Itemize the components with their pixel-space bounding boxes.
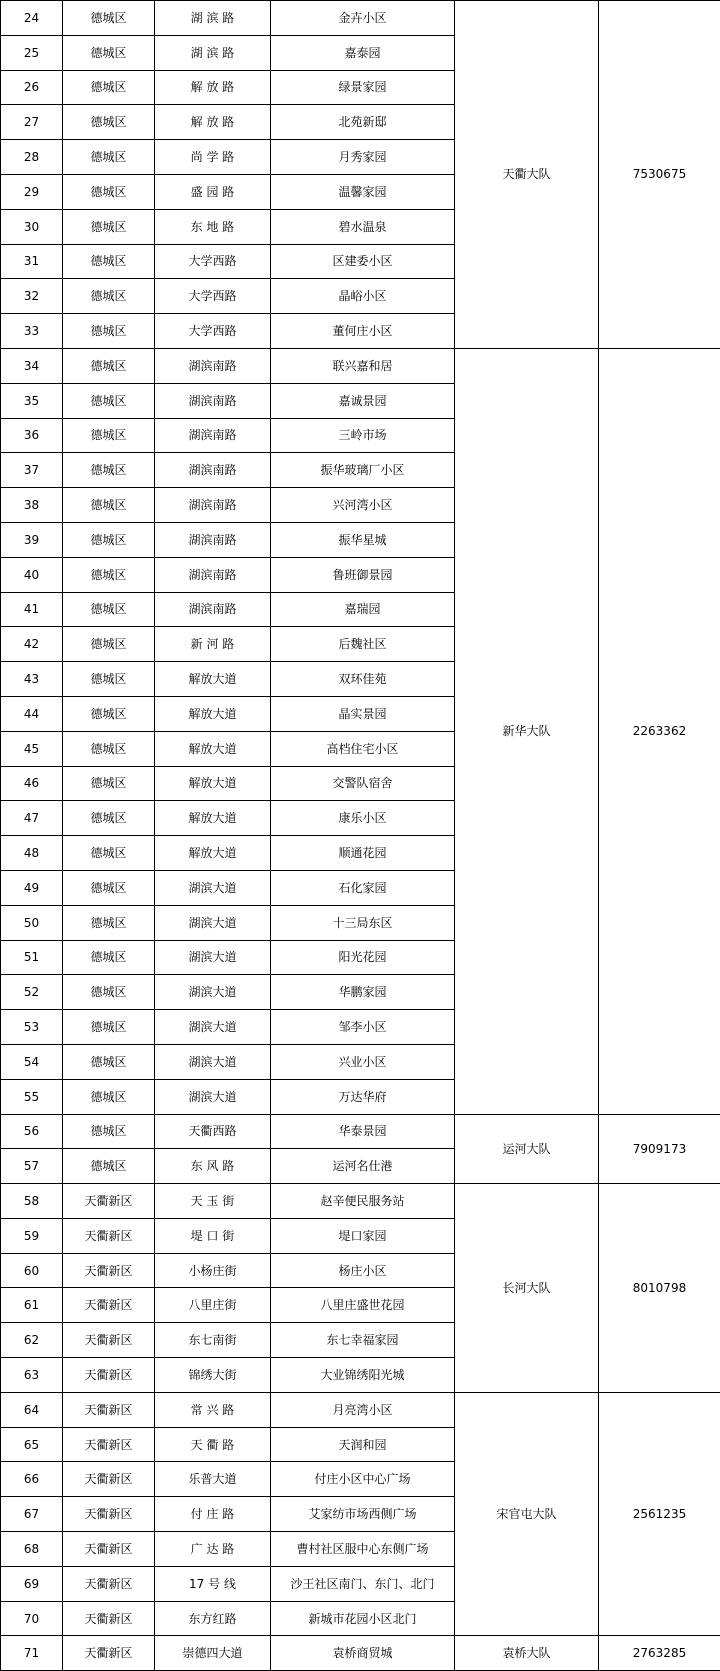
community-cell: 曹村社区服中心东侧广场 xyxy=(271,1532,455,1567)
community-cell: 华鹏家园 xyxy=(271,975,455,1010)
district-cell: 天衢新区 xyxy=(63,1497,155,1532)
district-cell: 德城区 xyxy=(63,209,155,244)
district-cell: 天衢新区 xyxy=(63,1462,155,1497)
community-cell: 兴业小区 xyxy=(271,1044,455,1079)
community-cell: 嘉诚景园 xyxy=(271,383,455,418)
community-cell: 北苑新邸 xyxy=(271,105,455,140)
district-cell: 德城区 xyxy=(63,696,155,731)
road-cell: 东七南街 xyxy=(155,1323,271,1358)
road-cell: 崇德四大道 xyxy=(155,1636,271,1671)
row-number-cell: 54 xyxy=(1,1044,63,1079)
community-cell: 后魏社区 xyxy=(271,627,455,662)
row-number-cell: 59 xyxy=(1,1218,63,1253)
road-cell: 湖滨南路 xyxy=(155,557,271,592)
phone-cell: 2561235 xyxy=(599,1392,720,1636)
road-cell: 解放大道 xyxy=(155,836,271,871)
row-number-cell: 64 xyxy=(1,1392,63,1427)
community-cell: 晶实景园 xyxy=(271,696,455,731)
district-cell: 德城区 xyxy=(63,905,155,940)
row-number-cell: 34 xyxy=(1,348,63,383)
district-cell: 德城区 xyxy=(63,279,155,314)
row-number-cell: 44 xyxy=(1,696,63,731)
road-cell: 付 庄 路 xyxy=(155,1497,271,1532)
district-cell: 德城区 xyxy=(63,35,155,70)
row-number-cell: 27 xyxy=(1,105,63,140)
road-cell: 天衢西路 xyxy=(155,1114,271,1149)
road-cell: 乐普大道 xyxy=(155,1462,271,1497)
district-cell: 德城区 xyxy=(63,1079,155,1114)
road-cell: 湖滨大道 xyxy=(155,975,271,1010)
district-cell: 德城区 xyxy=(63,453,155,488)
road-cell: 湖滨大道 xyxy=(155,1044,271,1079)
road-cell: 解放大道 xyxy=(155,766,271,801)
district-cell: 德城区 xyxy=(63,244,155,279)
row-number-cell: 33 xyxy=(1,314,63,349)
row-number-cell: 56 xyxy=(1,1114,63,1149)
road-cell: 大学西路 xyxy=(155,314,271,349)
district-cell: 天衢新区 xyxy=(63,1253,155,1288)
community-cell: 董何庄小区 xyxy=(271,314,455,349)
row-number-cell: 53 xyxy=(1,1010,63,1045)
district-cell: 天衢新区 xyxy=(63,1184,155,1219)
community-cell: 交警队宿舍 xyxy=(271,766,455,801)
community-cell: 康乐小区 xyxy=(271,801,455,836)
road-cell: 八里庄街 xyxy=(155,1288,271,1323)
district-cell: 天衢新区 xyxy=(63,1532,155,1567)
table-row xyxy=(1,1114,720,1149)
table-row xyxy=(1,348,720,383)
row-number-cell: 43 xyxy=(1,662,63,697)
community-cell: 邹李小区 xyxy=(271,1010,455,1045)
district-cell: 天衢新区 xyxy=(63,1601,155,1636)
row-number-cell: 37 xyxy=(1,453,63,488)
row-number-cell: 47 xyxy=(1,801,63,836)
road-cell: 堤 口 街 xyxy=(155,1218,271,1253)
row-number-cell: 48 xyxy=(1,836,63,871)
row-number-cell: 30 xyxy=(1,209,63,244)
community-cell: 振华玻璃厂小区 xyxy=(271,453,455,488)
community-cell: 石化家园 xyxy=(271,870,455,905)
phone-cell: 8010798 xyxy=(599,1184,720,1393)
district-cell: 德城区 xyxy=(63,1044,155,1079)
row-number-cell: 32 xyxy=(1,279,63,314)
community-cell: 付庄小区中心广场 xyxy=(271,1462,455,1497)
road-cell: 解 放 路 xyxy=(155,105,271,140)
community-cell: 鲁班御景园 xyxy=(271,557,455,592)
district-cell: 德城区 xyxy=(63,592,155,627)
community-cell: 双环佳苑 xyxy=(271,662,455,697)
district-cell: 德城区 xyxy=(63,1149,155,1184)
row-number-cell: 42 xyxy=(1,627,63,662)
row-number-cell: 66 xyxy=(1,1462,63,1497)
district-cell: 天衢新区 xyxy=(63,1323,155,1358)
district-cell: 德城区 xyxy=(63,801,155,836)
row-number-cell: 71 xyxy=(1,1636,63,1671)
phone-cell: 2763285 xyxy=(599,1636,720,1671)
community-cell: 联兴嘉和居 xyxy=(271,348,455,383)
road-cell: 解放大道 xyxy=(155,696,271,731)
row-number-cell: 39 xyxy=(1,522,63,557)
road-cell: 解放大道 xyxy=(155,731,271,766)
community-cell: 堤口家园 xyxy=(271,1218,455,1253)
row-number-cell: 62 xyxy=(1,1323,63,1358)
row-number-cell: 36 xyxy=(1,418,63,453)
road-cell: 东 地 路 xyxy=(155,209,271,244)
district-cell: 德城区 xyxy=(63,1,155,36)
district-cell: 德城区 xyxy=(63,383,155,418)
row-number-cell: 58 xyxy=(1,1184,63,1219)
community-cell: 三岭市场 xyxy=(271,418,455,453)
phone-cell: 7530675 xyxy=(599,1,720,349)
road-cell: 锦绣大街 xyxy=(155,1358,271,1393)
team-cell: 袁桥大队 xyxy=(455,1636,599,1671)
row-number-cell: 65 xyxy=(1,1427,63,1462)
road-cell: 小杨庄街 xyxy=(155,1253,271,1288)
district-cell: 德城区 xyxy=(63,1114,155,1149)
district-cell: 德城区 xyxy=(63,870,155,905)
row-number-cell: 52 xyxy=(1,975,63,1010)
community-cell: 兴河湾小区 xyxy=(271,488,455,523)
community-cell: 沙王社区南门、东门、北门 xyxy=(271,1566,455,1601)
road-cell: 湖 滨 路 xyxy=(155,1,271,36)
row-number-cell: 50 xyxy=(1,905,63,940)
community-cell: 金卉小区 xyxy=(271,1,455,36)
table-row xyxy=(1,1392,720,1427)
row-number-cell: 41 xyxy=(1,592,63,627)
row-number-cell: 51 xyxy=(1,940,63,975)
community-cell: 绿景家园 xyxy=(271,70,455,105)
community-cell: 大业锦绣阳光城 xyxy=(271,1358,455,1393)
row-number-cell: 63 xyxy=(1,1358,63,1393)
community-cell: 高档住宅小区 xyxy=(271,731,455,766)
road-cell: 东方红路 xyxy=(155,1601,271,1636)
community-cell: 袁桥商贸城 xyxy=(271,1636,455,1671)
community-cell: 万达华府 xyxy=(271,1079,455,1114)
row-number-cell: 45 xyxy=(1,731,63,766)
table-row xyxy=(1,1,720,36)
community-cell: 区建委小区 xyxy=(271,244,455,279)
road-cell: 解 放 路 xyxy=(155,70,271,105)
row-number-cell: 68 xyxy=(1,1532,63,1567)
community-cell: 杨庄小区 xyxy=(271,1253,455,1288)
district-cell: 德城区 xyxy=(63,174,155,209)
district-cell: 德城区 xyxy=(63,105,155,140)
road-cell: 解放大道 xyxy=(155,662,271,697)
row-number-cell: 69 xyxy=(1,1566,63,1601)
row-number-cell: 35 xyxy=(1,383,63,418)
road-cell: 广 达 路 xyxy=(155,1532,271,1567)
road-cell: 湖滨大道 xyxy=(155,940,271,975)
community-cell: 十三局东区 xyxy=(271,905,455,940)
road-cell: 天 玉 街 xyxy=(155,1184,271,1219)
road-cell: 大学西路 xyxy=(155,244,271,279)
community-cell: 月亮湾小区 xyxy=(271,1392,455,1427)
district-cell: 德城区 xyxy=(63,488,155,523)
row-number-cell: 55 xyxy=(1,1079,63,1114)
district-cell: 德城区 xyxy=(63,627,155,662)
row-number-cell: 40 xyxy=(1,557,63,592)
road-cell: 湖滨大道 xyxy=(155,905,271,940)
community-cell: 艾家纺市场西侧广场 xyxy=(271,1497,455,1532)
road-cell: 天 衢 路 xyxy=(155,1427,271,1462)
team-cell: 宋官屯大队 xyxy=(455,1392,599,1636)
road-cell: 湖滨南路 xyxy=(155,522,271,557)
road-cell: 湖 滨 路 xyxy=(155,35,271,70)
road-cell: 湖滨南路 xyxy=(155,348,271,383)
district-cell: 德城区 xyxy=(63,766,155,801)
table-body xyxy=(1,1,720,1671)
district-cell: 德城区 xyxy=(63,70,155,105)
community-cell: 阳光花园 xyxy=(271,940,455,975)
road-cell: 解放大道 xyxy=(155,801,271,836)
district-cell: 天衢新区 xyxy=(63,1427,155,1462)
district-cell: 德城区 xyxy=(63,662,155,697)
road-cell: 盛 园 路 xyxy=(155,174,271,209)
road-cell: 大学西路 xyxy=(155,279,271,314)
road-cell: 尚 学 路 xyxy=(155,140,271,175)
team-cell: 新华大队 xyxy=(455,348,599,1114)
team-cell: 长河大队 xyxy=(455,1184,599,1393)
district-cell: 德城区 xyxy=(63,557,155,592)
district-cell: 天衢新区 xyxy=(63,1218,155,1253)
road-cell: 湖滨南路 xyxy=(155,592,271,627)
road-cell: 湖滨大道 xyxy=(155,1010,271,1045)
district-cell: 德城区 xyxy=(63,940,155,975)
district-cell: 德城区 xyxy=(63,836,155,871)
district-cell: 德城区 xyxy=(63,1010,155,1045)
row-number-cell: 60 xyxy=(1,1253,63,1288)
district-cell: 天衢新区 xyxy=(63,1288,155,1323)
road-cell: 湖滨南路 xyxy=(155,488,271,523)
community-cell: 温馨家园 xyxy=(271,174,455,209)
community-cell: 振华星城 xyxy=(271,522,455,557)
phone-cell: 7909173 xyxy=(599,1114,720,1184)
community-cell: 嘉泰园 xyxy=(271,35,455,70)
team-cell: 运河大队 xyxy=(455,1114,599,1184)
community-cell: 八里庄盛世花园 xyxy=(271,1288,455,1323)
table-row xyxy=(1,1184,720,1219)
row-number-cell: 31 xyxy=(1,244,63,279)
community-cell: 嘉瑞园 xyxy=(271,592,455,627)
row-number-cell: 67 xyxy=(1,1497,63,1532)
row-number-cell: 29 xyxy=(1,174,63,209)
community-cell: 华泰景园 xyxy=(271,1114,455,1149)
road-cell: 常 兴 路 xyxy=(155,1392,271,1427)
community-cell: 天润和园 xyxy=(271,1427,455,1462)
road-cell: 湖滨南路 xyxy=(155,383,271,418)
table-row xyxy=(1,1636,720,1671)
row-number-cell: 24 xyxy=(1,1,63,36)
community-cell: 碧水温泉 xyxy=(271,209,455,244)
district-cell: 天衢新区 xyxy=(63,1636,155,1671)
row-number-cell: 28 xyxy=(1,140,63,175)
road-cell: 湖滨南路 xyxy=(155,453,271,488)
community-cell: 运河名仕港 xyxy=(271,1149,455,1184)
district-cell: 天衢新区 xyxy=(63,1392,155,1427)
district-cell: 德城区 xyxy=(63,522,155,557)
row-number-cell: 49 xyxy=(1,870,63,905)
road-cell: 湖滨大道 xyxy=(155,870,271,905)
row-number-cell: 38 xyxy=(1,488,63,523)
community-cell: 新城市花园小区北门 xyxy=(271,1601,455,1636)
road-cell: 新 河 路 xyxy=(155,627,271,662)
road-cell: 湖滨南路 xyxy=(155,418,271,453)
district-cell: 德城区 xyxy=(63,418,155,453)
district-cell: 德城区 xyxy=(63,140,155,175)
community-cell: 晶峪小区 xyxy=(271,279,455,314)
community-cell: 顺通花园 xyxy=(271,836,455,871)
row-number-cell: 70 xyxy=(1,1601,63,1636)
district-cell: 德城区 xyxy=(63,314,155,349)
row-number-cell: 57 xyxy=(1,1149,63,1184)
community-cell: 东七幸福家园 xyxy=(271,1323,455,1358)
row-number-cell: 25 xyxy=(1,35,63,70)
road-cell: 17 号 线 xyxy=(155,1566,271,1601)
row-number-cell: 61 xyxy=(1,1288,63,1323)
road-cell: 湖滨大道 xyxy=(155,1079,271,1114)
phone-cell: 2263362 xyxy=(599,348,720,1114)
district-cell: 德城区 xyxy=(63,348,155,383)
district-cell: 德城区 xyxy=(63,975,155,1010)
district-cell: 德城区 xyxy=(63,731,155,766)
row-number-cell: 26 xyxy=(1,70,63,105)
community-cell: 赵辛便民服务站 xyxy=(271,1184,455,1219)
road-cell: 东 风 路 xyxy=(155,1149,271,1184)
district-cell: 天衢新区 xyxy=(63,1566,155,1601)
team-cell: 天衢大队 xyxy=(455,1,599,349)
district-cell: 天衢新区 xyxy=(63,1358,155,1393)
row-number-cell: 46 xyxy=(1,766,63,801)
community-cell: 月秀家园 xyxy=(271,140,455,175)
